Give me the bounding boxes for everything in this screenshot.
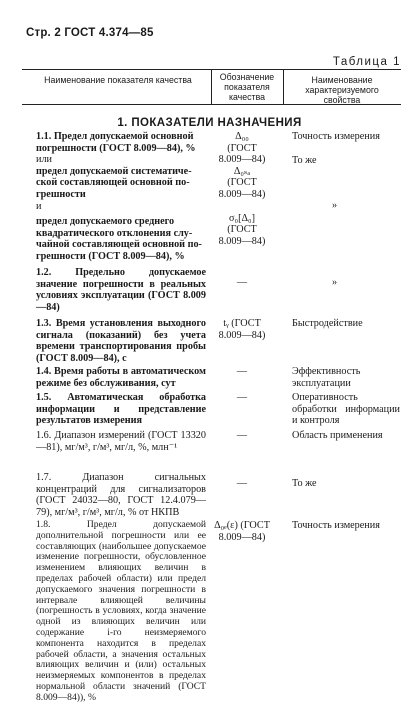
text-line: грешности (ГОСТ 8.009—84), % bbox=[36, 250, 185, 262]
row-1-1-name bbox=[36, 131, 206, 263]
row-1-6-symbol: — bbox=[236, 430, 248, 441]
text-line: 1.1. Предел допускаемой основной bbox=[36, 131, 194, 142]
text-line: погрешности (ГОСТ 8.009—84), % bbox=[36, 142, 196, 154]
property-line: То же bbox=[292, 154, 317, 166]
text-line: квадратического отклонения слу- bbox=[36, 227, 193, 239]
property-line: » bbox=[332, 200, 338, 212]
table-row bbox=[0, 519, 419, 703]
symbol-line: 8.009—84) bbox=[218, 154, 266, 166]
text-line: грешности bbox=[36, 188, 86, 200]
col-divider-1 bbox=[211, 69, 212, 104]
symbol-line: (ГОСТ bbox=[227, 177, 257, 189]
text-line: предел допускаемого среднего bbox=[36, 216, 175, 228]
row-1-2-property: » bbox=[332, 277, 338, 288]
row-1-8-symbol: Δ₀ₑ(ε) (ГОСТ 8.009—84) bbox=[214, 520, 270, 543]
column-header-property: Наименование характеризуемого свойства bbox=[305, 75, 379, 105]
row-1-6-name: 1.6. Диапазон измерений (ГОСТ 13320—81), мг/м³, г/м³, мг/л, %, млн⁻¹ bbox=[36, 430, 206, 453]
property-line: Точность измерения bbox=[292, 131, 380, 142]
row-1-7-property: То же bbox=[292, 478, 317, 489]
column-header-symbol: Обозначение показателя качества bbox=[219, 72, 275, 102]
row-1-8-name: 1.8. Предел допускаемой дополнительной погрешности или ее составляющих (наибольшее допускаемое изменение погрешности, обусловленное изменением влияющих величин в пределах рабочей области) или предел допускаемого значения погрешности в интервале влияющей величины (погрешность в условиях, когда значение одной из влияющих величин или содержание i-го неизмеряемого компонента находится в пределах рабочей области, а значения остальных влияющих величин и (или) остальных неизмеряемых компонентов в пределах нормальной области значений (ГОСТ 8.009—84)), % bbox=[36, 519, 206, 703]
symbol-line: σ₀[Δ₀] bbox=[229, 212, 255, 224]
row-1-1-symbol bbox=[212, 131, 272, 247]
col-divider-2 bbox=[283, 69, 284, 104]
symbol-line: (ГОСТ bbox=[227, 224, 257, 236]
row-1-6-property: Область применения bbox=[292, 430, 383, 441]
table-row bbox=[0, 131, 419, 271]
row-1-2-symbol: — bbox=[236, 277, 248, 288]
text-line: чайной составляющей основной по- bbox=[36, 239, 202, 251]
row-1-7-symbol: — bbox=[236, 478, 248, 489]
row-1-1-property bbox=[292, 131, 400, 212]
row-1-2-name: 1.2. Предельно допускаемое значение погрешности в реальных условиях эксплуатации (ГОСТ 8.009—84) bbox=[36, 267, 206, 313]
row-1-7-name: 1.7. Диапазон сигнальных концентраций для сигнализаторов (ГОСТ 24032—80, ГОСТ 12.4.079—79), мг/м³, г/м³, мг/л, % от НКПВ bbox=[36, 472, 206, 518]
page-header: Стр. 2 ГОСТ 4.374—85 bbox=[26, 27, 154, 39]
column-header-name: Наименование показателя качества bbox=[44, 75, 192, 85]
text-line: ской составляющей основной по- bbox=[36, 177, 190, 189]
text-line: и bbox=[36, 200, 42, 212]
row-1-5-name: 1.5. Автоматическая обработка информации и представление результатов измерения bbox=[36, 392, 206, 427]
row-1-5-symbol: — bbox=[236, 392, 248, 403]
table-title: Таблица 1 bbox=[332, 56, 401, 68]
symbol-line: Δ₀₀ bbox=[235, 131, 249, 142]
symbol-line: Δ₀ₛₐ bbox=[233, 165, 251, 177]
row-1-4-symbol: — bbox=[236, 366, 248, 377]
row-1-3-property: Быстродействие bbox=[292, 318, 363, 329]
symbol-line: 8.009—84) bbox=[218, 188, 266, 200]
row-1-8-property: Точность измерения bbox=[292, 520, 380, 531]
symbol-line: 8.009—84) bbox=[218, 235, 266, 247]
row-1-3-symbol: tᵧ (ГОСТ 8.009—84) bbox=[218, 318, 266, 341]
row-1-4-name: 1.4. Время работы в автоматическом режиме без обслуживания, сут bbox=[36, 366, 206, 389]
row-1-4-property: Эффективность эксплуатации bbox=[292, 366, 361, 389]
row-1-5-property: Оперативность обработки информации и контроля bbox=[292, 392, 400, 427]
row-1-3-name: 1.3. Время установления выходного сигнала (показаний) без учета времени транспортирования пробы (ГОСТ 8.009—84), с bbox=[36, 318, 206, 364]
section-title: 1. ПОКАЗАТЕЛИ НАЗНАЧЕНИЯ bbox=[117, 117, 302, 129]
symbol-line: (ГОСТ bbox=[227, 142, 257, 154]
text-line: предел допускаемой систематиче- bbox=[36, 165, 192, 177]
text-line: или bbox=[36, 154, 52, 166]
